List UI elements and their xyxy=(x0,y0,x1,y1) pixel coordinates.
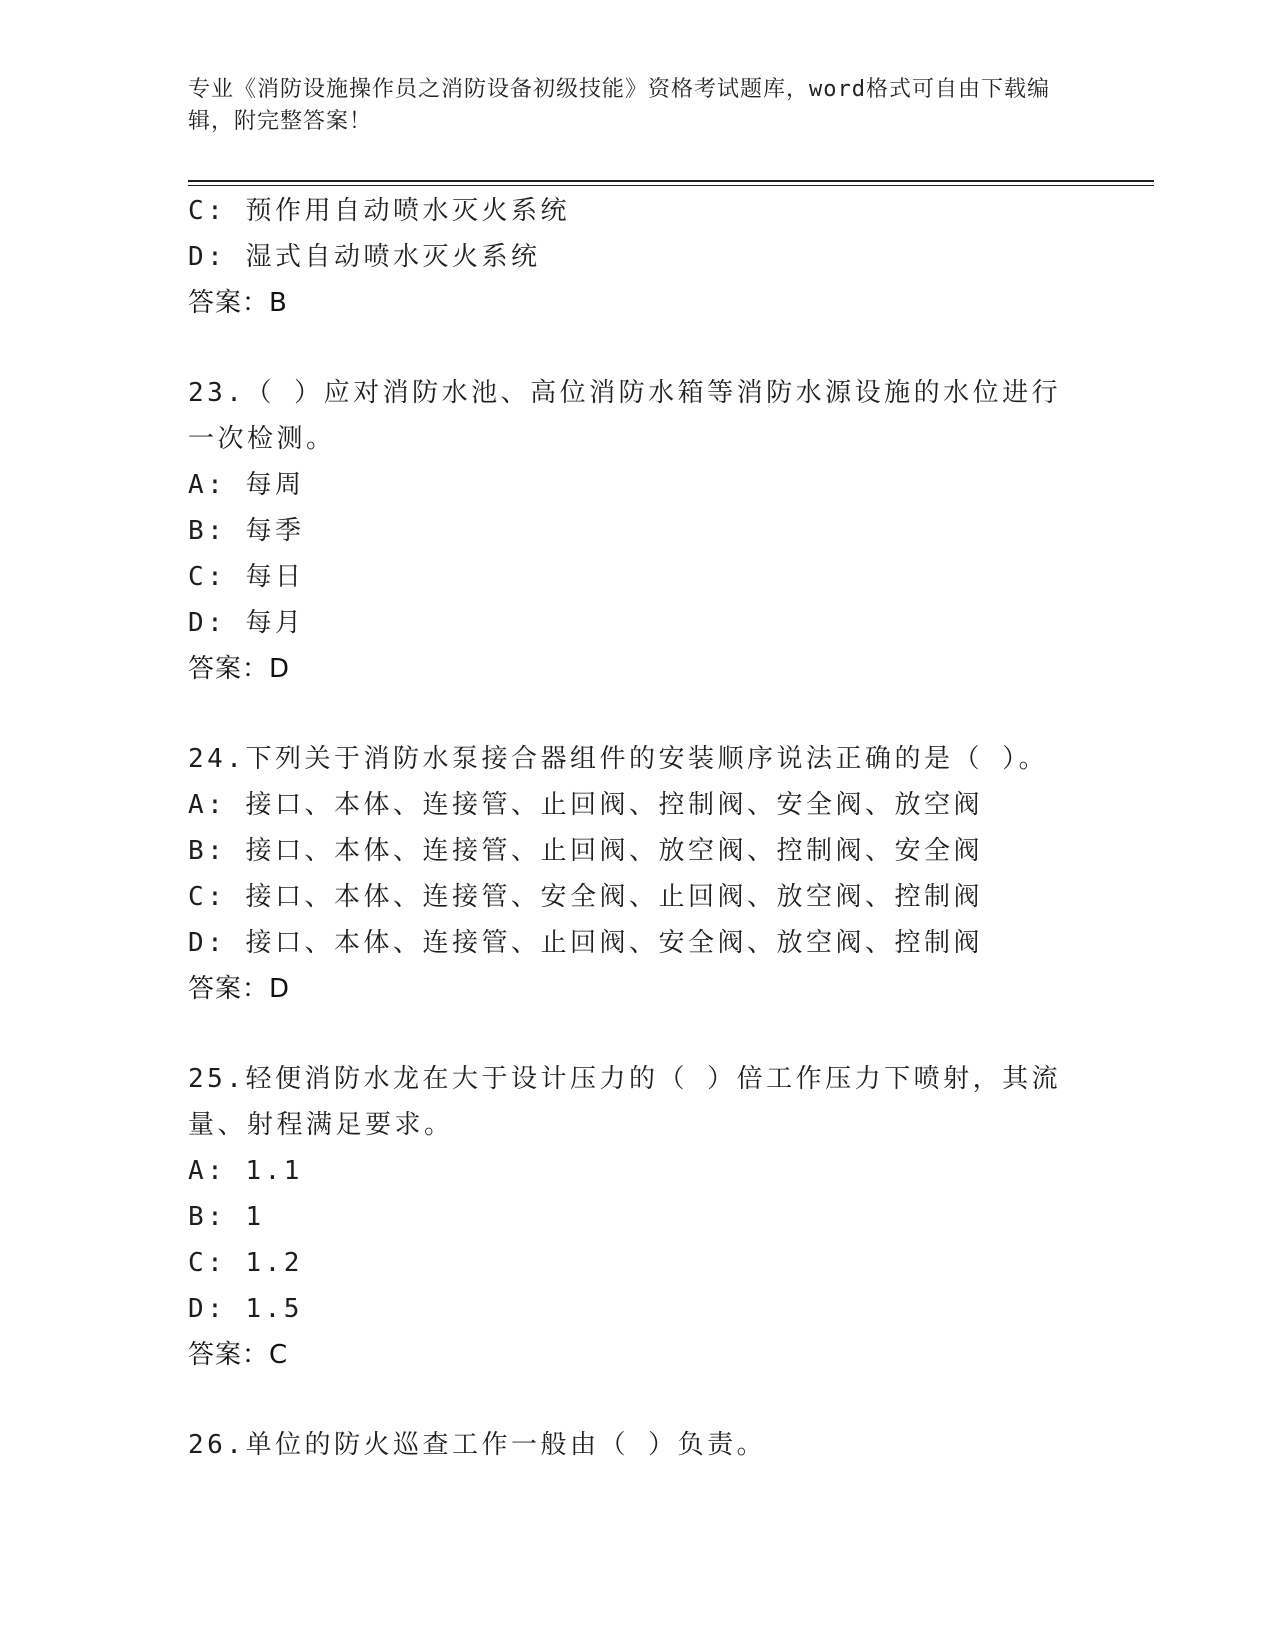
option-d: D: 湿式自动喷水灭火系统 xyxy=(188,242,541,272)
question-block-24 xyxy=(188,736,1088,1012)
option-a: A: 1.1 xyxy=(188,1156,303,1186)
question-stem: 24.下列关于消防水泵接合器组件的安装顺序说法正确的是（ ）。 xyxy=(188,744,1049,774)
header-divider-thick xyxy=(188,180,1154,182)
option-a: A: 接口、本体、连接管、止回阀、控制阀、安全阀、放空阀 xyxy=(188,790,983,820)
option-c: C: 1.2 xyxy=(188,1248,303,1278)
answer-line: 答案：D xyxy=(188,974,291,1004)
header-title: 专业《消防设施操作员之消防设备初级技能》资格考试题库，word格式可自由下载编辑，附完整答案！ xyxy=(188,77,1050,134)
option-b: B: 接口、本体、连接管、止回阀、放空阀、控制阀、安全阀 xyxy=(188,836,983,866)
question-content xyxy=(188,188,1088,1468)
document-header xyxy=(188,74,1068,138)
question-block-25 xyxy=(188,1056,1088,1378)
option-d: D: 接口、本体、连接管、止回阀、安全阀、放空阀、控制阀 xyxy=(188,928,983,958)
option-b: B: 1 xyxy=(188,1202,265,1232)
option-d: D: 每月 xyxy=(188,608,305,638)
option-b: B: 每季 xyxy=(188,516,305,546)
question-block-partial xyxy=(188,188,1088,326)
answer-line: 答案：D xyxy=(188,654,291,684)
question-stem: 23.（ ）应对消防水池、高位消防水箱等消防水源设施的水位进行一次检测。 xyxy=(188,378,1062,454)
question-block-26 xyxy=(188,1422,1088,1468)
answer-line: 答案：B xyxy=(188,288,288,318)
option-a: A: 每周 xyxy=(188,470,305,500)
option-c: C: 每日 xyxy=(188,562,305,592)
header-divider-thin xyxy=(188,185,1154,186)
question-block-23 xyxy=(188,370,1088,692)
option-d: D: 1.5 xyxy=(188,1294,303,1324)
option-c: C: 预作用自动喷水灭火系统 xyxy=(188,196,570,226)
question-stem: 26.单位的防火巡查工作一般由（ ）负责。 xyxy=(188,1430,767,1460)
question-stem: 25.轻便消防水龙在大于设计压力的（ ）倍工作压力下喷射，其流量、射程满足要求。 xyxy=(188,1064,1062,1140)
answer-line: 答案：C xyxy=(188,1340,289,1370)
option-c: C: 接口、本体、连接管、安全阀、止回阀、放空阀、控制阀 xyxy=(188,882,983,912)
